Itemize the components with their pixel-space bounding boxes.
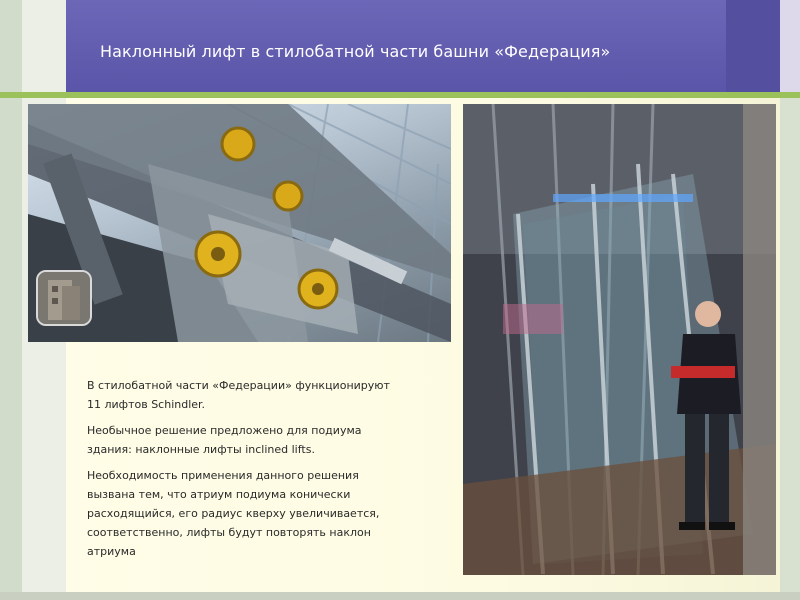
right-decor-stripe bbox=[780, 98, 800, 592]
paragraph-1: В стилобатной части «Федерации» функционируют 11 лифтов Schindler. bbox=[87, 379, 390, 411]
paragraph-3: Необходимость применения данного решения вызвана тем, что атриум подиума конически расходящийся, его радиус кверху увеличивается, соответственно, лифты будут повторять наклон атриума bbox=[87, 469, 380, 558]
header-right-edge bbox=[780, 0, 800, 92]
slide-title: Наклонный лифт в стилобатной части башни «Федерация» bbox=[100, 42, 611, 61]
building-thumbnail-icon bbox=[36, 270, 92, 326]
glass-lift-photo bbox=[463, 104, 776, 575]
footer-bar bbox=[0, 592, 800, 600]
left-decor-stripe bbox=[0, 0, 22, 600]
body-text bbox=[87, 376, 407, 568]
paragraph-2: Необычное решение предложено для подиума здания: наклонные лифты inclined lifts. bbox=[87, 424, 362, 456]
